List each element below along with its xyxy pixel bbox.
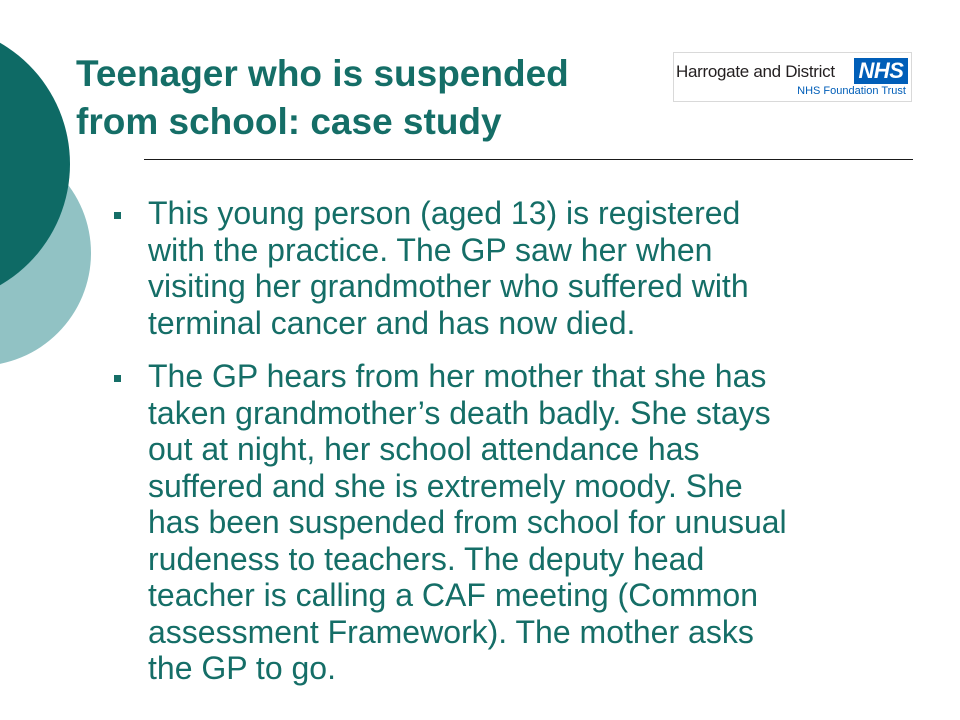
logo-trust-subtitle: NHS Foundation Trust (797, 85, 906, 97)
bullet-item (110, 195, 900, 341)
bullet-line: rudeness to teachers. The deputy head (148, 540, 705, 577)
slide-title (76, 50, 676, 146)
square-bullet-icon (114, 375, 121, 382)
bullet-text (148, 195, 900, 341)
bullet-line: has been suspended from school for unusual (148, 504, 787, 540)
bullet-line: assessment Framework). The mother asks (148, 613, 754, 650)
bullet-list (110, 195, 900, 704)
bullet-line: visiting her grandmother who suffered with (148, 268, 749, 304)
title-line-2: from school: case study (76, 101, 502, 142)
bullet-line: the GP to go. (148, 650, 336, 686)
nhs-badge-icon: NHS (854, 58, 908, 84)
bullet-text (148, 358, 900, 687)
square-bullet-icon (114, 212, 121, 219)
bullet-line: terminal cancer and has now died. (148, 304, 636, 341)
bullet-line: taken grandmother’s death badly. She stays (148, 394, 771, 431)
bullet-line: suffered and she is extremely moody. She (148, 467, 743, 504)
bullet-line: The GP hears from her mother that she has (148, 358, 767, 394)
nhs-trust-logo (673, 52, 912, 102)
bullet-item (110, 358, 900, 687)
title-line-1: Teenager who is suspended (76, 53, 569, 94)
bullet-line: with the practice. The GP saw her when (148, 231, 713, 268)
bullet-line: This young person (aged 13) is registered (148, 195, 741, 231)
title-divider (144, 159, 913, 160)
bullet-line: teacher is calling a CAF meeting (Common (148, 577, 759, 613)
bullet-line: out at night, her school attendance has (148, 431, 700, 467)
logo-trust-name: Harrogate and District (676, 62, 835, 81)
